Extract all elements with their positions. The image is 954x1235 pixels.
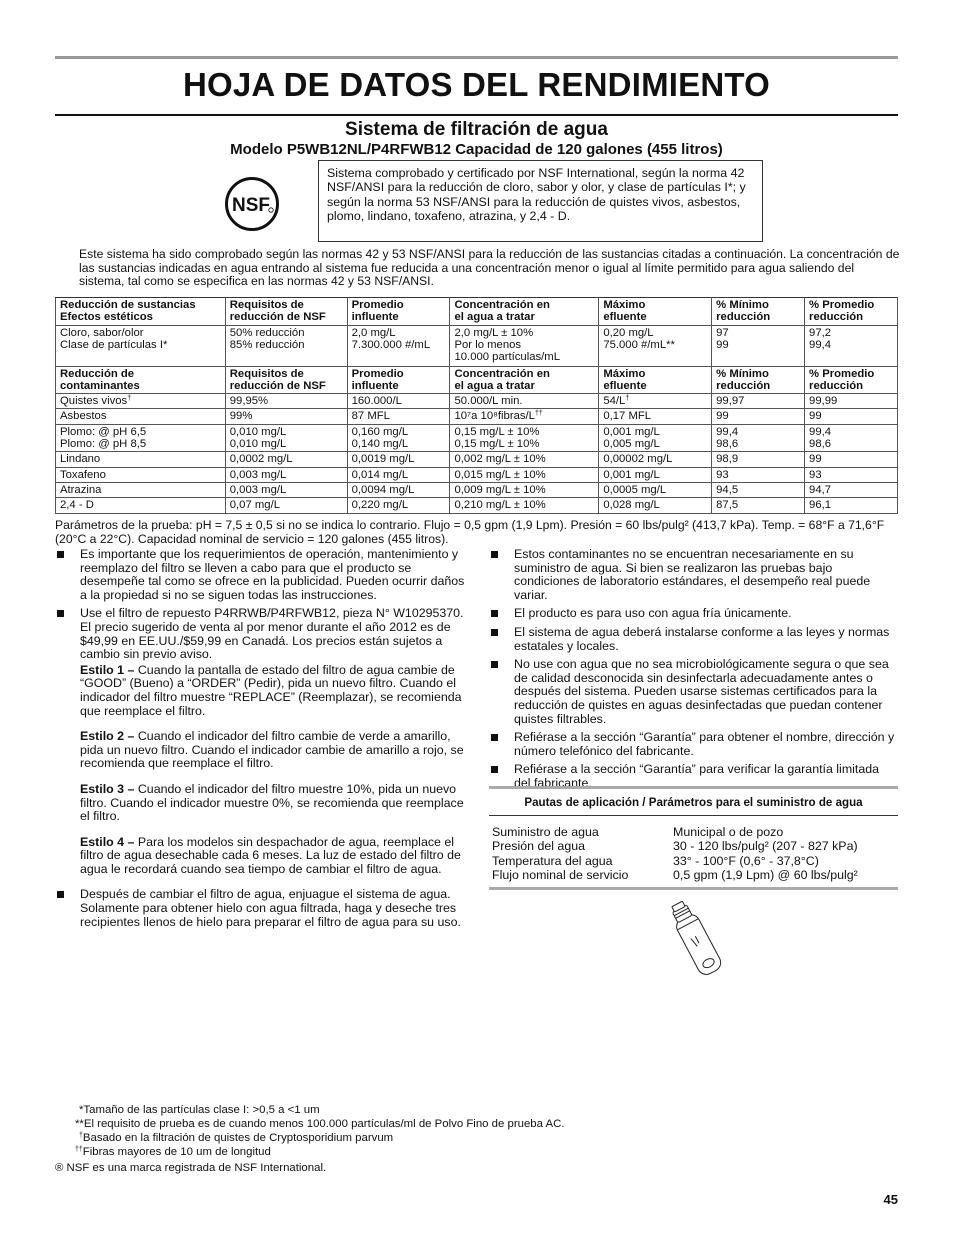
bullet-square-icon xyxy=(491,661,498,668)
footnote: *Tamaño de las partículas clase I: >0,5 a <1 um xyxy=(79,1104,320,1116)
table-row xyxy=(56,424,898,452)
bullet-square-icon xyxy=(57,891,64,898)
certification-box: Sistema comprobado y certificado por NSF International, según la norma 42 NSF/ANSI para la reducción de cloro, sabor y olor, y clase de partículas I*; y según la norma 53 NSF/ANSI para la reducción de quistes vivos, asbestos, plomo, lindano, toxafeno, atrazina, y 2,4 - D. xyxy=(318,160,763,242)
table-cell: 94,7 xyxy=(805,482,898,497)
table-cell: 97,2 99,4 xyxy=(805,325,898,366)
table-cell: 0,15 mg/L ± 10% 0,15 mg/L ± 10% xyxy=(450,424,599,452)
table-cell: 0,160 mg/L 0,140 mg/L xyxy=(347,424,450,452)
page-title: HOJA DE DATOS DEL RENDIMIENTO xyxy=(182,66,771,103)
table-cell: Plomo: @ pH 6,5 Plomo: @ pH 8,5 xyxy=(56,424,226,452)
estilo-text: Cuando el indicador del filtro cambie de verde a amarillo, pida un nuevo filtro. Cuando el indicador cambie de amarillo a rojo, se recomienda que reemplace el filtro. xyxy=(80,729,464,771)
guide-key: Suministro de agua xyxy=(492,825,599,839)
table-cell: 50% reducción 85% reducción xyxy=(225,325,347,366)
table-cell: 0,0005 mg/L xyxy=(599,482,712,497)
table-header-row xyxy=(56,366,898,394)
page-number: 45 xyxy=(883,1192,898,1207)
estilo-text: Cuando la pantalla de estado del filtro de agua cambie de “GOOD” (Bueno) a “ORDER” (Pedir), pida un nuevo filtro. Cuando el indicador del filtro muestre “REPLACE” (Reemplazar), se recomienda que reemplace el filtro. xyxy=(80,662,462,718)
bullet-text: Después de cambiar el filtro de agua, enjuague el sistema de agua. Solamente para obtener hielo con agua filtrada, haga y deseche tres recipientes llenos de hielo para preparar el filtro de agua para su uso. xyxy=(80,887,461,929)
table-cell: 87,5 xyxy=(712,498,805,513)
table-header-cell: Concentración en el agua a tratar xyxy=(450,298,599,326)
bullet-text: Estos contaminantes no se encuentran necesariamente en su suministro de agua. Si bien se realizaron las pruebas bajo condiciones de laboratorio estándares, el desempeño real puede variar. xyxy=(514,547,871,602)
dagger-mark: † xyxy=(625,395,630,403)
table-cell: 0,220 mg/L xyxy=(347,498,450,513)
list-item xyxy=(489,658,898,726)
guide-value: 30 - 120 lbs/pulg² (207 - 827 kPa) xyxy=(673,839,858,854)
list-item xyxy=(489,626,898,653)
guide-title: Pautas de aplicación / Parámetros para el suministro de agua xyxy=(489,789,898,816)
footnote: **El requisito de prueba es de cuando menos 100.000 partículas/ml de Polvo Fino de prueba AC. xyxy=(75,1118,565,1130)
table-cell: 0,009 mg/L ± 10% xyxy=(450,482,599,497)
bullet-text: El producto es para uso con agua fría únicamente. xyxy=(514,606,792,621)
bullet-square-icon xyxy=(491,610,498,617)
table-header-cell: Promedio influente xyxy=(347,366,450,394)
list-item xyxy=(489,607,898,621)
table-cell: 50.000/L min. xyxy=(450,394,599,409)
guide-row xyxy=(492,839,898,853)
table-cell: 99 xyxy=(712,409,805,424)
table-cell: 0,002 mg/L ± 10% xyxy=(450,452,599,467)
table-cell: Lindano xyxy=(56,452,226,467)
table-cell: 87 MFL xyxy=(347,409,450,424)
page xyxy=(55,0,898,1235)
dagger-mark: † xyxy=(79,1132,83,1139)
table-cell: 0,0002 mg/L xyxy=(225,452,347,467)
estilo-paragraph xyxy=(55,730,465,771)
bullet-text: Refiérase a la sección “Garantía” para verificar la garantía limitada del fabricante. xyxy=(514,762,880,790)
guide-key: Flujo nominal de servicio xyxy=(492,867,629,882)
estilo-list xyxy=(55,664,465,877)
table-cell: 99 xyxy=(805,452,898,467)
bullet-square-icon xyxy=(57,610,64,617)
table-cell: 97 99 xyxy=(712,325,805,366)
table-header-cell: Reducción de sustancias Efectos estéticos xyxy=(56,298,226,326)
footnotes xyxy=(55,1103,898,1175)
list-item xyxy=(55,888,465,929)
guide-row xyxy=(492,854,898,868)
title-rule xyxy=(55,114,898,116)
table-cell: 10⁷a 10⁸fibras/L†† xyxy=(450,409,599,424)
table-cell: 0,001 mg/L xyxy=(599,467,712,482)
estilo-text: Para los modelos sin despachador de agua, reemplace el filtro de agua desechable cada 6 meses. La luz de estado del filtro de agua le recordará cuando sea tiempo de cambiar el filtro de agua. xyxy=(80,834,461,876)
bullet-square-icon xyxy=(491,551,498,558)
table-cell: 54/L† xyxy=(599,394,712,409)
table-header-cell: % Promedio reducción xyxy=(805,298,898,326)
table-header-cell: Máximo efluente xyxy=(599,366,712,394)
table-header-row xyxy=(56,298,898,326)
nsf-logo-text: NSF xyxy=(232,195,270,216)
table-header-cell: % Promedio reducción xyxy=(805,366,898,394)
table-header-cell: Concentración en el agua a tratar xyxy=(450,366,599,394)
table-cell: 96,1 xyxy=(805,498,898,513)
bullet-text: Use el filtro de repuesto P4RRWB/P4RFWB12, pieza N° W10295370. El precio sugerido de venta al por menor durante el año 2012 es de $49,99 en EE.UU./$59,99 en Canadá. Los precios están sujetos a cambio sin previo aviso. xyxy=(80,606,464,662)
guide-row xyxy=(492,868,898,882)
table-row xyxy=(56,325,898,366)
table-header-cell: Promedio influente xyxy=(347,298,450,326)
nsf-logo-icon xyxy=(225,177,279,231)
list-item xyxy=(489,548,898,602)
footnote xyxy=(55,1131,898,1145)
bullet-text: No use con agua que no sea microbiológicamente segura o que sea de calidad desconocida sin desinfectarla adecuadamente antes o después del sistema. Pueden usarse sistemas certificados para la reducción de quistes en aguas desinfectadas que puedan contener quistes filtrables. xyxy=(514,657,889,726)
estilo-label: Estilo 1 – xyxy=(80,662,135,677)
top-rule xyxy=(55,56,898,59)
table-cell: 99,95% xyxy=(225,394,347,409)
bullet-square-icon xyxy=(491,734,498,741)
table-cell: Quistes vivos† xyxy=(56,394,226,409)
contaminant-rows xyxy=(56,394,898,513)
estilo-paragraph xyxy=(55,836,465,877)
guide-key: Presión del agua xyxy=(492,839,585,854)
table-row xyxy=(56,394,898,409)
application-guidelines xyxy=(489,786,898,890)
table-cell: 93 xyxy=(805,467,898,482)
estilo-paragraph xyxy=(55,664,465,718)
table-cell: 0,07 mg/L xyxy=(225,498,347,513)
list-item xyxy=(489,731,898,758)
list-item xyxy=(55,607,465,661)
table-header-cell: Requisitos de reducción de NSF xyxy=(225,366,347,394)
guide-key: Temperatura del agua xyxy=(492,853,613,868)
table-cell: 94,5 xyxy=(712,482,805,497)
estilo-text: Cuando el indicador del filtro muestre 10%, pida un nuevo filtro. Cuando el indicador muestre 0%, se recomienda que reemplace el filtro. xyxy=(80,781,464,824)
double-dagger-mark: †† xyxy=(75,1146,83,1153)
table-cell: 2,0 mg/L 7.300.000 #/mL xyxy=(347,325,450,366)
table-row xyxy=(56,467,898,482)
guide-table xyxy=(489,816,898,885)
table-cell: Cloro, sabor/olor Clase de partículas I* xyxy=(56,325,226,366)
table-header-cell: Reducción de contaminantes xyxy=(56,366,226,394)
dagger-mark: †† xyxy=(534,410,543,418)
table-cell: 93 xyxy=(712,467,805,482)
table-cell: 2,0 mg/L ± 10% Por lo menos 10.000 partículas/mL xyxy=(450,325,599,366)
table-header-cell: Requisitos de reducción de NSF xyxy=(225,298,347,326)
left-column xyxy=(55,548,465,934)
table-cell: 0,210 mg/L ± 10% xyxy=(450,498,599,513)
water-filter-icon xyxy=(645,895,755,995)
model-line: Modelo P5WB12NL/P4RFWB12 Capacidad de 120 galones (455 litros) xyxy=(230,141,723,158)
table-cell: 0,0094 mg/L xyxy=(347,482,450,497)
intro-paragraph: Este sistema ha sido comprobado según las normas 42 y 53 NSF/ANSI para la reducción de las sustancias citadas a continuación. La concentración de las sustancias indicadas en agua entrando al sistema fue reducida a una concentración menor o igual al límite permitido para agua saliendo del sistema, tal como se especifica en las normas 42 y 53 NSF/ANSI. xyxy=(79,247,900,288)
dagger-mark: † xyxy=(127,395,132,403)
bullet-text: El sistema de agua deberá instalarse conforme a las leyes y normas estatales y locales. xyxy=(514,624,890,653)
table-cell: 99,97 xyxy=(712,394,805,409)
footnote-text: Basado en la filtración de quistes de Cryptosporidium parvum xyxy=(82,1132,394,1144)
guide-bottom-rule xyxy=(489,887,898,890)
right-column xyxy=(489,548,898,796)
table-row xyxy=(56,482,898,497)
footnote xyxy=(55,1145,898,1159)
bullet-text: Refiérase a la sección “Garantía” para obtener el nombre, dirección y número telefónico del fabricante. xyxy=(514,730,895,758)
table-cell: 0,0019 mg/L xyxy=(347,452,450,467)
section-subtitle: Sistema de filtración de agua xyxy=(345,119,608,140)
table-cell: 99,4 98,6 xyxy=(805,424,898,452)
table-header-cell: % Mínimo reducción xyxy=(712,298,805,326)
test-parameters: Parámetros de la prueba: pH = 7,5 ± 0,5 si no se indica lo contrario. Flujo = 0,5 gpm (1,9 Lpm). Presión = 60 lbs/pulg² (413,7 kPa). Temp. = 68°F a 71,6°F (20°C a 22°C). Capacidad nominal de servicio = 120 galones (455 litros). xyxy=(55,518,885,546)
table-cell: 99 xyxy=(805,409,898,424)
table-cell: 0,015 mg/L ± 10% xyxy=(450,467,599,482)
table-cell: 160.000/L xyxy=(347,394,450,409)
table-cell: 0,00002 mg/L xyxy=(599,452,712,467)
estilo-label: Estilo 3 – xyxy=(80,781,135,796)
table-cell: 99% xyxy=(225,409,347,424)
table-cell: 98,9 xyxy=(712,452,805,467)
table-cell: 0,010 mg/L 0,010 mg/L xyxy=(225,424,347,452)
guide-value: 33° - 100°F (0,6° - 37,8°C) xyxy=(673,853,819,868)
table-header-cell: % Mínimo reducción xyxy=(712,366,805,394)
table-cell: Asbestos xyxy=(56,409,226,424)
estilo-paragraph xyxy=(55,783,465,824)
table-row xyxy=(56,452,898,467)
table-cell: 0,17 MFL xyxy=(599,409,712,424)
table-cell: 99,99 xyxy=(805,394,898,409)
bullet-square-icon xyxy=(491,766,498,773)
bullet-square-icon xyxy=(491,629,498,636)
table-cell: 0,003 mg/L xyxy=(225,482,347,497)
table-row xyxy=(56,409,898,424)
footnote-text: Fibras mayores de 10 um de longitud xyxy=(82,1146,271,1158)
trademark-note: ® NSF es una marca registrada de NSF International. xyxy=(55,1162,327,1174)
table-cell: 2,4 - D xyxy=(56,498,226,513)
table-cell: 0,014 mg/L xyxy=(347,467,450,482)
bullet-text: Es importante que los requerimientos de operación, mantenimiento y reemplazo del filtro se lleven a cabo para que el producto se desempeñe tal como se ofrece en la publicidad. Pueden ocurrir daños a la propiedad si no se siguen todas las instrucciones. xyxy=(80,547,465,602)
performance-table xyxy=(55,297,898,514)
table-cell: 0,003 mg/L xyxy=(225,467,347,482)
table-cell: 0,028 mg/L xyxy=(599,498,712,513)
table-row xyxy=(56,498,898,513)
table-header-cell: Máximo efluente xyxy=(599,298,712,326)
table-cell: 99,4 98,6 xyxy=(712,424,805,452)
estilo-label: Estilo 4 – xyxy=(80,834,135,849)
table-cell: 0,20 mg/L 75.000 #/mL** xyxy=(599,325,712,366)
guide-value: Municipal o de pozo xyxy=(673,825,784,839)
bullet-square-icon xyxy=(57,551,64,558)
guide-value: 0,5 gpm (1,9 Lpm) @ 60 lbs/pulg² xyxy=(673,867,858,882)
table-cell: Atrazina xyxy=(56,482,226,497)
table-cell: Toxafeno xyxy=(56,467,226,482)
guide-row xyxy=(492,825,898,839)
estilo-label: Estilo 2 – xyxy=(80,729,135,744)
table-cell: 0,001 mg/L 0,005 mg/L xyxy=(599,424,712,452)
list-item xyxy=(55,548,465,602)
